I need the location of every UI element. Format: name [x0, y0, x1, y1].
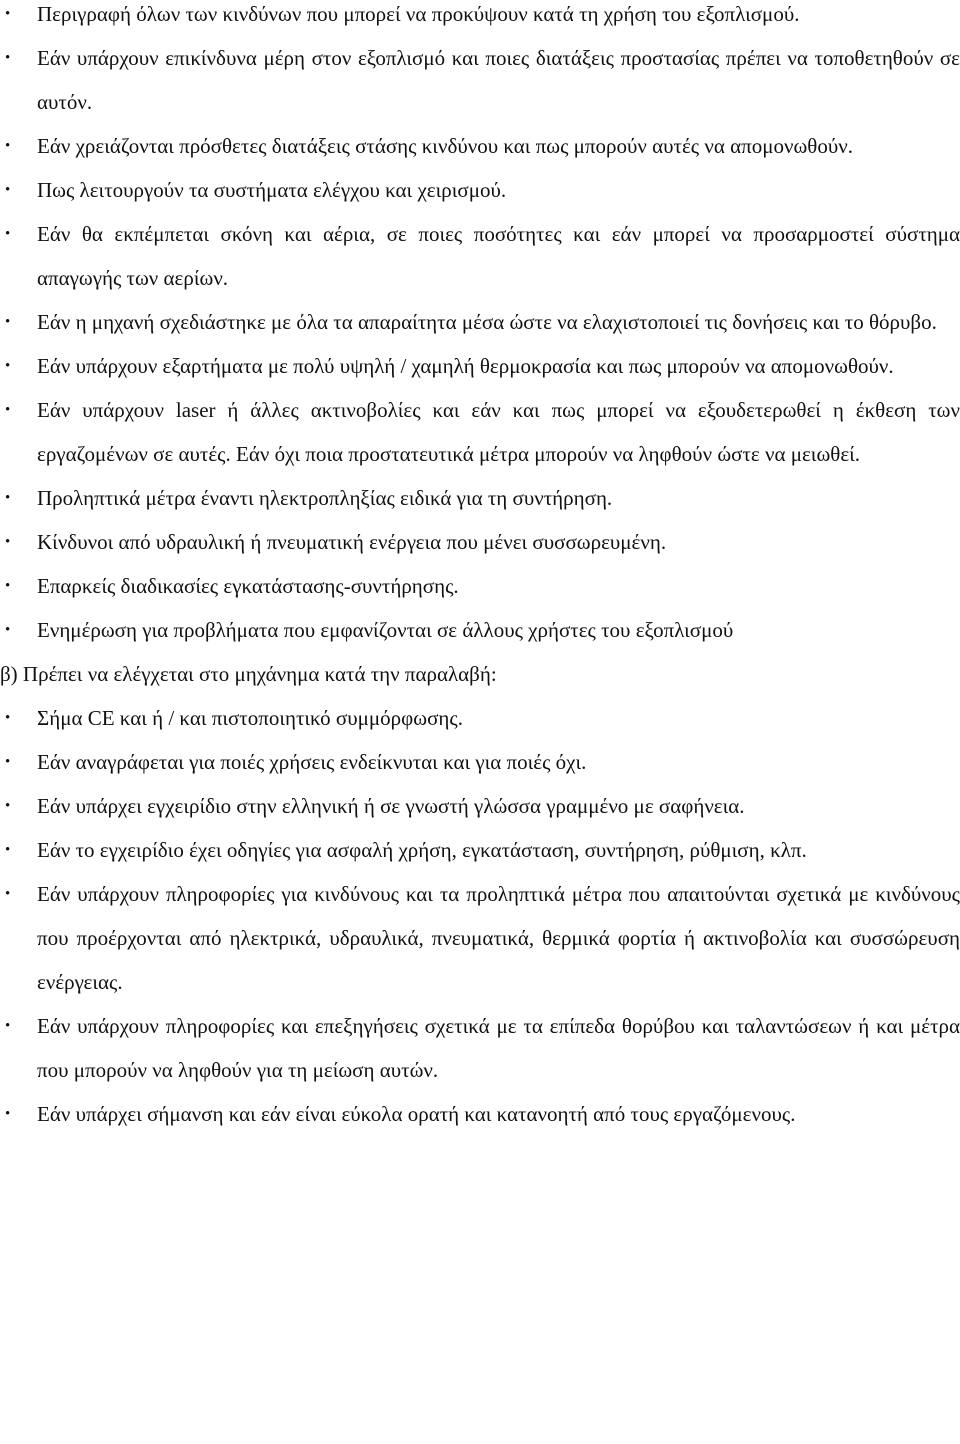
list-item-text: Περιγραφή όλων των κινδύνων που μπορεί να προκύψουν κατά τη χρήση του εξοπλισμού. — [37, 2, 800, 26]
bullet: • — [5, 1018, 11, 1034]
bullet: • — [5, 50, 11, 66]
bullet: • — [5, 314, 11, 330]
list-item — [0, 696, 960, 740]
list-item-text: Σήμα CE και ή / και πιστοποιητικό συμμόρφωσης. — [37, 706, 463, 730]
list-item — [0, 1004, 960, 1092]
list-item-text: Ενημέρωση για προβλήματα που εμφανίζονται σε άλλους χρήστες του εξοπλισμού — [37, 618, 734, 642]
list-item-text: Κίνδυνοι από υδραυλική ή πνευματική ενέργεια που μένει συσσωρευμένη. — [37, 530, 667, 554]
list-item — [0, 388, 960, 476]
list-item — [0, 828, 960, 872]
bullet: • — [5, 622, 11, 638]
bullet: • — [5, 182, 11, 198]
list-item — [0, 476, 960, 520]
list-item — [0, 344, 960, 388]
list-item — [0, 608, 960, 652]
list-item — [0, 740, 960, 784]
list-item-text: Πως λειτουργούν τα συστήματα ελέγχου και χειρισμού. — [37, 178, 507, 202]
list-item-text: Εάν η μηχανή σχεδιάστηκε με όλα τα απαραίτητα μέσα ώστε να ελαχιστοποιεί τις δονήσεις και το θόρυβο. — [37, 310, 937, 334]
list-item — [0, 564, 960, 608]
list-item — [0, 1092, 960, 1136]
list-item — [0, 124, 960, 168]
list-item-text: Εάν υπάρχει εγχειρίδιο στην ελληνική ή σε γνωστή γλώσσα γραμμένο με σαφήνεια. — [37, 794, 745, 818]
bullet: • — [5, 402, 11, 418]
list-item — [0, 784, 960, 828]
bullet: • — [5, 886, 11, 902]
bullet: • — [5, 534, 11, 550]
list-item-text: Εάν υπάρχουν πληροφορίες και επεξηγήσεις σχετικά με τα επίπεδα θορύβου και ταλαντώσεων ή και μέτρα που μπορούν να ληφθούν για τη μείωση αυτών. — [37, 1014, 960, 1082]
list-item — [0, 36, 960, 124]
list-item-text: Εάν χρειάζονται πρόσθετες διατάξεις στάσης κινδύνου και πως μπορούν αυτές να απομονωθούν. — [37, 134, 854, 158]
bullet: • — [5, 6, 11, 22]
bullet: • — [5, 138, 11, 154]
list-item-text: Εάν αναγράφεται για ποιές χρήσεις ενδείκνυται και για ποιές όχι. — [37, 750, 587, 774]
list-item-text: Εάν υπάρχουν laser ή άλλες ακτινοβολίες και εάν και πως μπορεί να εξουδετερωθεί η έκθεση των εργαζομένων σε αυτές. Εάν όχι ποια προστατευτικά μέτρα μπορούν να ληφθούν ώστε να μειωθεί. — [37, 398, 960, 466]
bullet: • — [5, 226, 11, 242]
list-item-text: Εάν θα εκπέμπεται σκόνη και αέρια, σε ποιες ποσότητες και εάν μπορεί να προσαρμοστεί σύστημα απαγωγής των αερίων. — [37, 222, 960, 290]
list-item-text: Προληπτικά μέτρα έναντι ηλεκτροπληξίας ειδικά για τη συντήρηση. — [37, 486, 613, 510]
list-item — [0, 300, 960, 344]
list-item-text: Εάν το εγχειρίδιο έχει οδηγίες για ασφαλή χρήση, εγκατάσταση, συντήρηση, ρύθμιση, κλπ. — [37, 838, 807, 862]
list-item — [0, 212, 960, 300]
section-b-heading: β) Πρέπει να ελέγχεται στο μηχάνημα κατά την παραλαβή: — [0, 662, 497, 686]
list-item — [0, 168, 960, 212]
list-item-text: Εάν υπάρχουν επικίνδυνα μέρη στον εξοπλισμό και ποιες διατάξεις προστασίας πρέπει να τοποθετηθούν σε αυτόν. — [37, 46, 960, 114]
bullet: • — [5, 798, 11, 814]
bullet: • — [5, 754, 11, 770]
bullet: • — [5, 358, 11, 374]
list-item-text: Εάν υπάρχουν πληροφορίες για κινδύνους και τα προληπτικά μέτρα που απαιτούνται σχετικά με κινδύνους που προέρχονται από ηλεκτρικά, υδραυλικά, πνευματικά, θερμικά φορτία ή ακτινοβολία και συσσώρευση ενέργειας. — [37, 882, 960, 994]
list-item — [0, 0, 960, 36]
list-item-text: Επαρκείς διαδικασίες εγκατάστασης-συντήρησης. — [37, 574, 459, 598]
bullet: • — [5, 842, 11, 858]
bullet: • — [5, 578, 11, 594]
bullet: • — [5, 710, 11, 726]
list-item-text: Εάν υπάρχουν εξαρτήματα με πολύ υψηλή / χαμηλή θερμοκρασία και πως μπορούν να απομονωθούν. — [37, 354, 894, 378]
list-item — [0, 872, 960, 1004]
bullet: • — [5, 490, 11, 506]
bullet: • — [5, 1106, 11, 1122]
list-item — [0, 520, 960, 564]
list-item-text: Εάν υπάρχει σήμανση και εάν είναι εύκολα ορατή και κατανοητή από τους εργαζόμενους. — [37, 1102, 796, 1126]
